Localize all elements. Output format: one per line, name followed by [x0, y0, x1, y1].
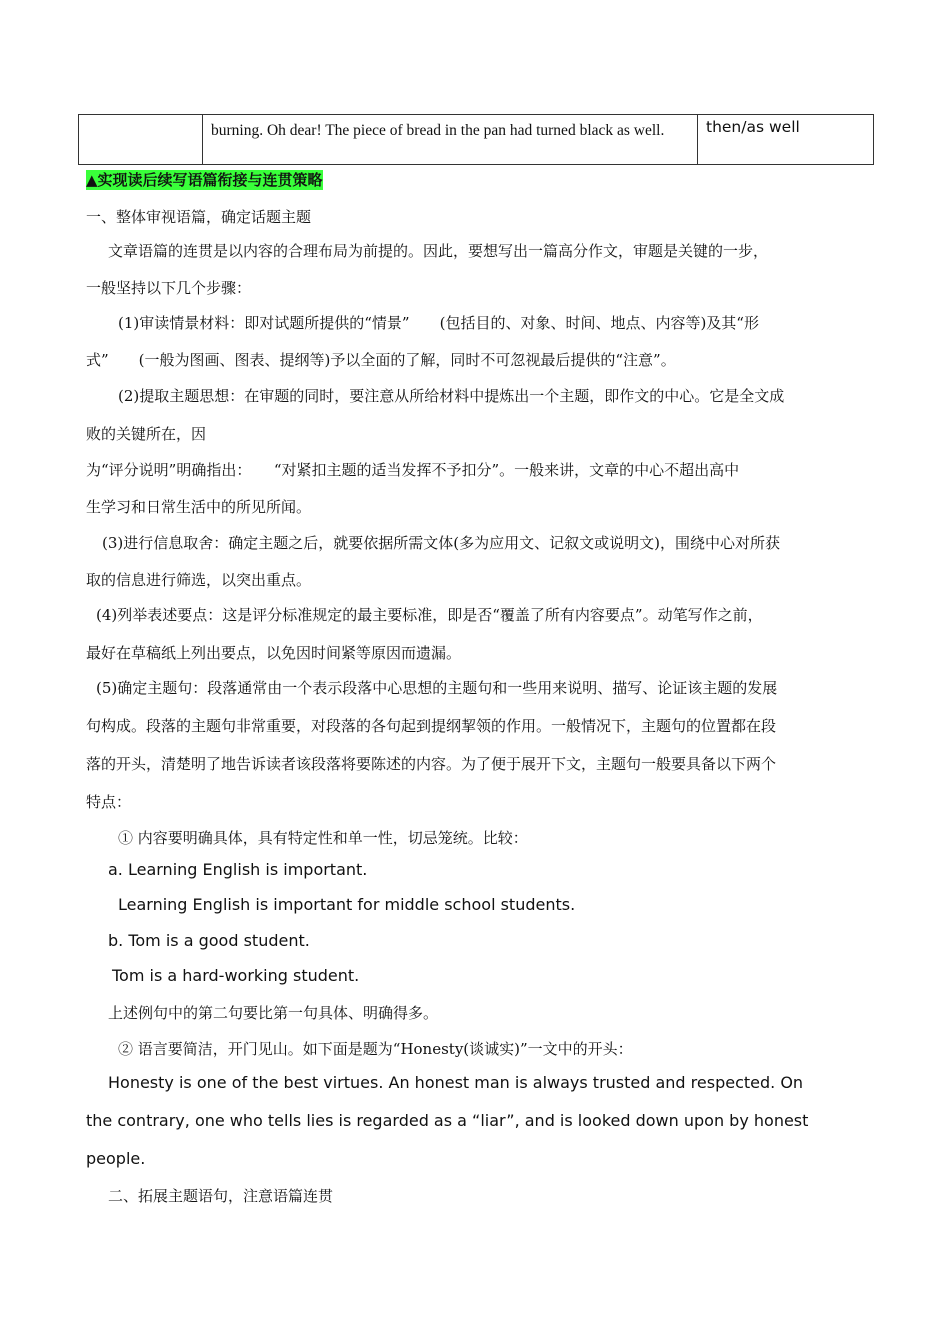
step4-line-2: 最好在草稿纸上列出要点，以免因时间紧等原因而遗漏。 — [86, 644, 462, 662]
table-cell-passage: burning. Oh dear! The piece of bread in the pan had turned black as well. — [203, 115, 698, 165]
example-b-1: b. Tom is a good student. — [108, 931, 310, 950]
step2-line-3: 为“评分说明”明确指出： “对紧扣主题的适当发挥不予扣分”。一般来讲，文章的中心不超出高中 — [86, 461, 740, 479]
example-a-1: a. Learning English is important. — [108, 860, 368, 879]
point-1: ① 内容要明确具体，具有特定性和单一性，切忌笼统。比较： — [118, 829, 528, 847]
step1-line-1: (1)审读情景材料：即对试题所提供的“情景” (包括目的、对象、时间、地点、内容等)及其“形 — [118, 314, 759, 332]
honesty-line-2: the contrary, one who tells lies is regarded as a “liar”, and is looked down upon by honest — [86, 1111, 809, 1130]
step3-line-2: 取的信息进行筛选，以突出重点。 — [86, 571, 312, 589]
continuation-table — [78, 114, 874, 165]
step2-line-4: 生学习和日常生活中的所见所闻。 — [86, 498, 312, 516]
table-cell-connectives: then/as well — [698, 115, 874, 165]
step5-line-1: (5)确定主题句：段落通常由一个表示段落中心思想的主题句和一些用来说明、描写、论证该主题的发展 — [96, 679, 778, 697]
step5-line-4: 特点： — [86, 793, 132, 811]
step5-line-2: 句构成。段落的主题句非常重要，对段落的各句起到提纲挈领的作用。一般情况下，主题句的位置都在段 — [86, 717, 777, 735]
part2-title: 二、拓展主题语句，注意语篇连贯 — [108, 1187, 334, 1205]
intro-line-2: 一般坚持以下几个步骤： — [86, 279, 252, 297]
step4-line-1: (4)列举表述要点：这是评分标准规定的最主要标准，即是否“覆盖了所有内容要点”。动笔写作之前， — [96, 606, 763, 624]
step1-line-2: 式” (一般为图画、图表、提纲等)予以全面的了解，同时不可忽视最后提供的“注意”。 — [86, 351, 676, 369]
section-heading: ▲实现读后续写语篇衔接与连贯策略 — [86, 171, 323, 189]
table-cell-empty — [79, 115, 203, 165]
step2-line-1: (2)提取主题思想：在审题的同时，要注意从所给材料中提炼出一个主题，即作文的中心。它是全文成 — [118, 387, 785, 405]
part1-title: 一、整体审视语篇，确定话题主题 — [86, 208, 312, 226]
honesty-line-1: Honesty is one of the best virtues. An honest man is always trusted and respected. On — [108, 1073, 804, 1092]
step2-line-2: 败的关键所在，因 — [86, 425, 207, 443]
example-b-2: Tom is a hard-working student. — [112, 966, 360, 985]
table-row — [79, 115, 874, 165]
step5-line-3: 落的开头，清楚明了地告诉读者该段落将要陈述的内容。为了便于展开下文，主题句一般要具备以下两个 — [86, 755, 777, 773]
step3-line-1: (3)进行信息取舍：确定主题之后，就要依据所需文体(多为应用文、记叙文或说明文)，围绕中心对所获 — [102, 534, 780, 552]
point-2: ② 语言要简洁，开门见山。如下面是题为“Honesty(谈诚实)”一文中的开头： — [118, 1040, 633, 1058]
example-note: 上述例句中的第二句要比第一句具体、明确得多。 — [108, 1004, 439, 1022]
honesty-line-3: people. — [86, 1149, 146, 1168]
example-a-2: Learning English is important for middle school students. — [118, 895, 576, 914]
intro-line-1: 文章语篇的连贯是以内容的合理布局为前提的。因此，要想写出一篇高分作文，审题是关键的一步， — [108, 242, 769, 260]
